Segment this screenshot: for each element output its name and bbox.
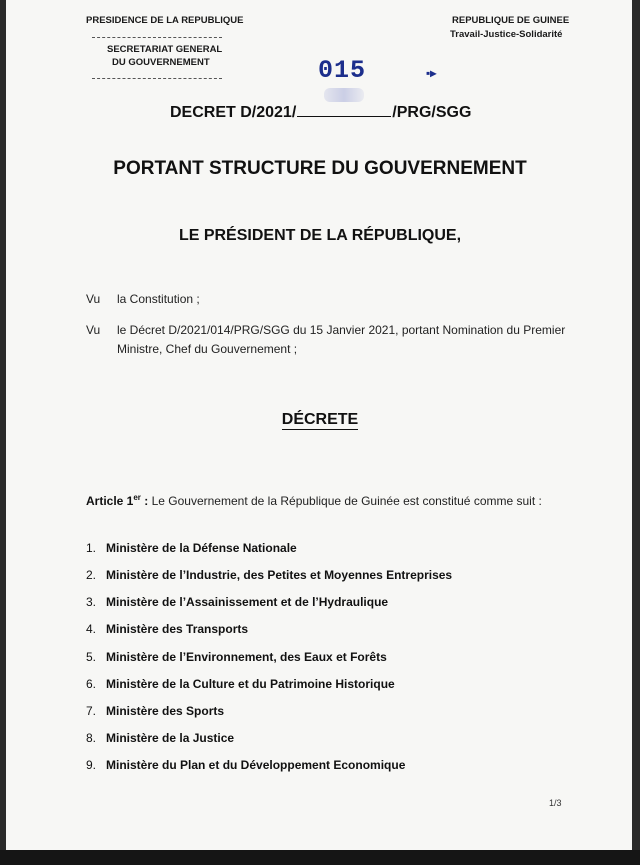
decree-prefix: DECRET D/2021/	[170, 104, 297, 121]
stamp-smudge	[324, 88, 364, 102]
list-item	[86, 595, 388, 609]
item-number: 1.	[86, 541, 97, 555]
item-label: Ministère des Sports	[106, 704, 225, 718]
item-label: Ministère du Plan et du Développement Economique	[106, 758, 406, 772]
decree-title: PORTANT STRUCTURE DU GOUVERNEMENT	[113, 158, 527, 179]
item-label: Ministère de la Culture et du Patrimoine Historique	[106, 677, 395, 691]
vu-label-1: Vu	[86, 292, 101, 306]
ink-mark: ▪▸	[426, 66, 437, 80]
item-label: Ministère de l’Industrie, des Petites et Moyennes Entreprises	[106, 568, 453, 582]
item-number: 9.	[86, 758, 97, 772]
decree-reference	[170, 104, 471, 122]
decree-number-blank	[297, 104, 391, 117]
article-label-sup: er	[133, 493, 141, 502]
page-number: 1/3	[549, 798, 562, 808]
header-gouvernement: DU GOUVERNEMENT	[112, 57, 210, 68]
item-number: 5.	[86, 650, 97, 664]
article-text: Le Gouvernement de la République de Guinée est constitué comme suit :	[148, 494, 542, 508]
right-dark-edge	[632, 0, 640, 865]
article-label-text: Article 1	[86, 494, 134, 508]
list-item	[86, 731, 234, 745]
list-item	[86, 568, 452, 582]
item-label: Ministère de la Justice	[106, 731, 235, 745]
item-number: 4.	[86, 622, 97, 636]
vu-text-1: la Constitution ;	[117, 292, 200, 306]
header-left-rule-2	[92, 78, 222, 79]
header-left-rule-1	[92, 37, 222, 38]
article-label-end: :	[140, 494, 149, 508]
header-secretariat: SECRETARIAT GENERAL	[107, 44, 223, 55]
item-number: 3.	[86, 595, 97, 609]
vu-text-2: le Décret D/2021/014/PRG/SGG du 15 Janvier 2021, portant Nomination du Premier Ministre, Chef du Gouvernement ;	[117, 323, 566, 356]
list-item	[86, 758, 405, 772]
list-item	[86, 541, 297, 555]
item-label: Ministère de l’Environnement, des Eaux et Forêts	[106, 650, 387, 664]
article-1	[86, 488, 581, 511]
item-label: Ministère de la Défense Nationale	[106, 541, 297, 555]
item-number: 8.	[86, 731, 97, 745]
article-label	[86, 494, 148, 508]
vu-label-2: Vu	[86, 323, 101, 337]
item-label: Ministère des Transports	[106, 622, 249, 636]
list-item	[86, 622, 248, 636]
item-number: 7.	[86, 704, 97, 718]
item-number: 6.	[86, 677, 97, 691]
header-republique: REPUBLIQUE DE GUINEE	[452, 15, 570, 26]
header-presidence: PRESIDENCE DE LA REPUBLIQUE	[86, 15, 244, 26]
decrete-heading	[0, 411, 640, 429]
decrete-heading-text: DÉCRETE	[281, 411, 359, 428]
header-motto: Travail-Justice-Solidarité	[450, 29, 563, 40]
item-label: Ministère de l’Assainissement et de l’Hydraulique	[106, 595, 389, 609]
decree-number-stamp: 015	[318, 56, 367, 85]
list-item	[86, 650, 387, 664]
list-item	[86, 677, 395, 691]
item-number: 2.	[86, 568, 97, 582]
decree-issuer: LE PRÉSIDENT DE LA RÉPUBLIQUE,	[178, 227, 462, 244]
decree-suffix: /PRG/SGG	[392, 104, 472, 121]
bottom-dark-edge	[0, 850, 640, 865]
list-item	[86, 704, 224, 718]
